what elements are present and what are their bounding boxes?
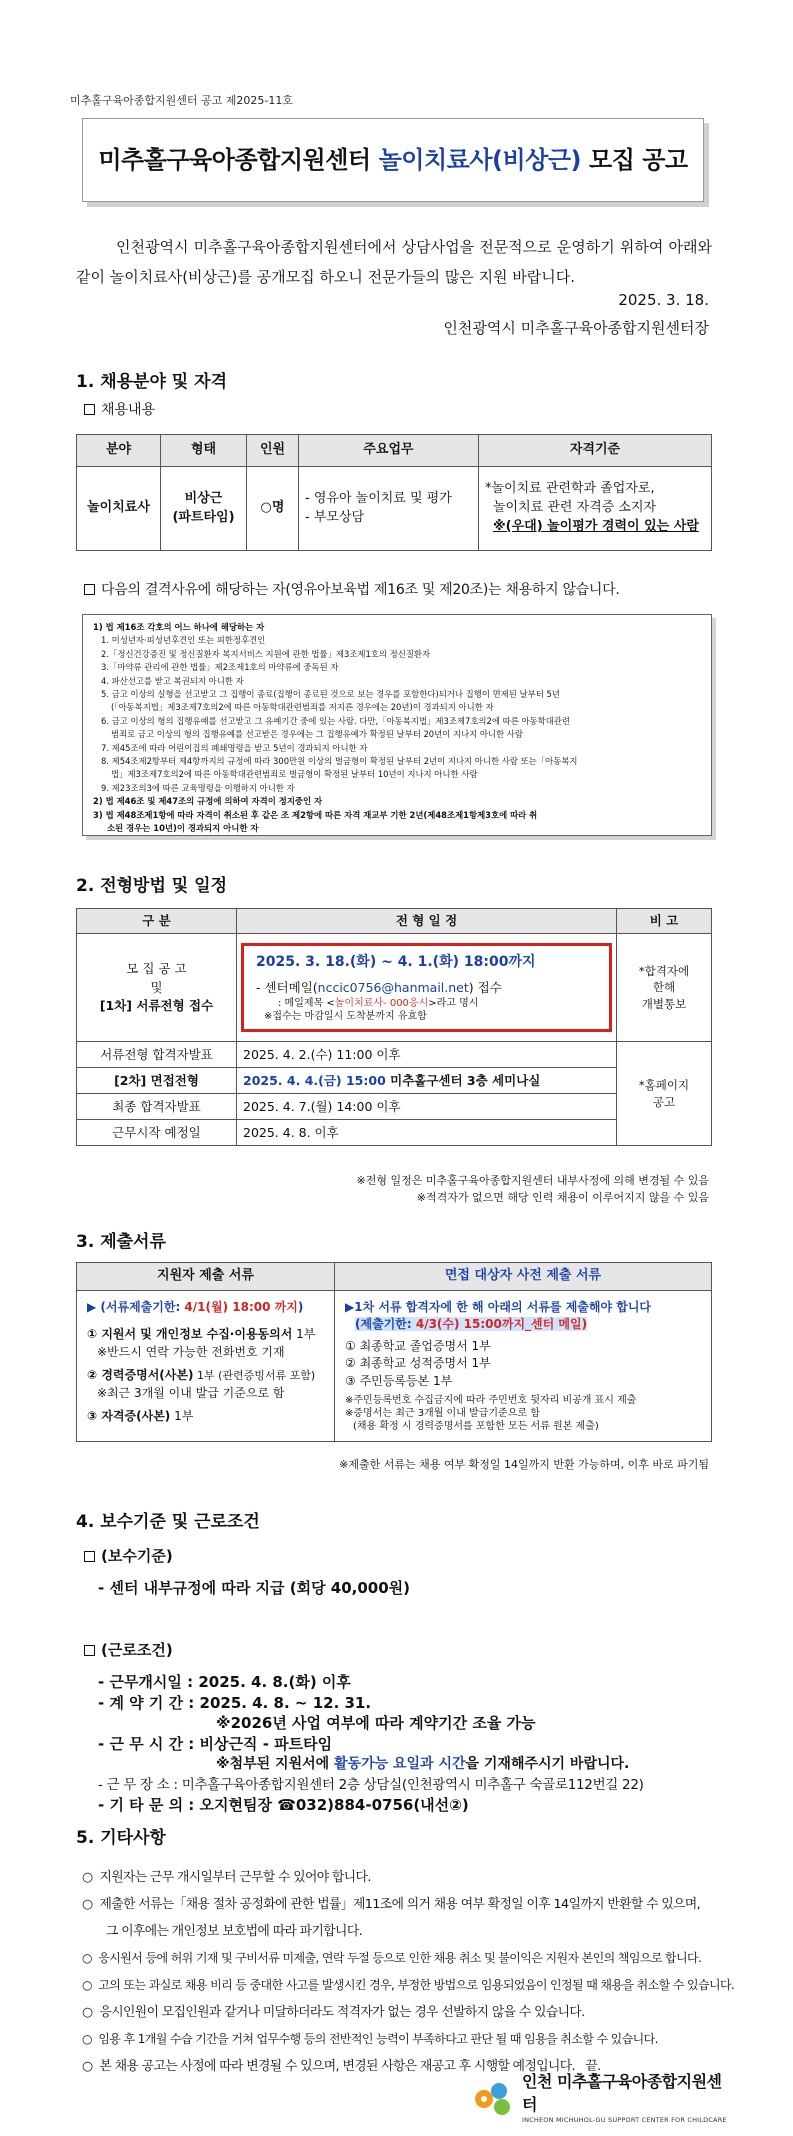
cell-stage-4-schedule: 2025. 4. 7.(월) 14:00 이후 (237, 1094, 617, 1120)
interview-docs (335, 1291, 712, 1442)
logo-name: 인천 미추홀구육아종합지원센터 (522, 2072, 722, 2115)
page-title (82, 118, 704, 202)
interview-deadline: 4/3(수) 15:00까지 (415, 1317, 526, 1332)
note-text: 지원자는 근무 개시일부터 근무할 수 있어야 합니다. (99, 1870, 371, 1885)
applicant-deadline: 4/1(월) 18:00 까지 (184, 1300, 298, 1314)
qual-line-3: ※(우대) 놀이평가 경력이 있는 사람 (493, 518, 699, 534)
schedule-table (76, 908, 712, 1146)
checkbox-icon (84, 584, 95, 595)
duty-line-2: - 부모상담 (305, 509, 365, 525)
reason-heading-2: 2) 법 제46조 및 제47조의 규정에 의하여 자격이 정지중인 자 (93, 796, 323, 807)
deadline-prefix: ▶ (서류제출기한: (87, 1300, 185, 1314)
hours-note-suffix: 을 기재해주시기 바랍니다. (465, 1756, 630, 1772)
interview-deadline-suffix: _센터 메일) (525, 1317, 588, 1332)
cell-stage-1 (77, 934, 237, 1042)
cell-stage-3: [2차] 면접전형 (77, 1068, 237, 1094)
pay-text: - 센터 내부규정에 따라 지급 (회당 40,000원) (98, 1579, 411, 1597)
interview-docs-intro: ▶1차 서류 합격자에 한 해 아래의 서류를 제출해야 합니다 (345, 1300, 652, 1314)
stage-1-line-3: [1차] 서류전형 접수 (99, 997, 214, 1013)
cell-field: 놀이치료사 (77, 467, 161, 551)
section-1-sub-label: 채용내용 (101, 402, 156, 418)
cell-duty (299, 467, 479, 551)
deadline-note: ※접수는 마감일시 도착분까지 유효함 (264, 1010, 427, 1022)
disqualification-text: 다음의 결격사유에 해당하는 자(영유아보육법 제16조 및 제20조)는 채용하지 않습니다. (101, 582, 620, 598)
note-text: 본 채용 공고는 사정에 따라 변경될 수 있으며, 변경된 사항은 재공고 후 시행할 예정입니다. (99, 2059, 575, 2074)
th-duty: 주요업무 (299, 435, 479, 467)
highlight-box (241, 943, 612, 1031)
type-line-1: 비상근 (184, 490, 223, 506)
stage-1-line-1: 모 집 공 고 (126, 961, 187, 977)
cell-stage-5-schedule: 2025. 4. 8. 이후 (237, 1120, 617, 1146)
reason-heading-3-cont: 소된 경우는 10년)이 경과되지 아니한 자 (107, 823, 259, 834)
cell-stage-2-schedule: 2025. 4. 2.(수) 11:00 이후 (237, 1042, 617, 1068)
schedule-note-2: ※적격자가 없으면 해당 인력 채용이 이루어지지 않을 수 있음 (416, 1191, 709, 1204)
interview-doc-2: ② 최종학교 성적증명서 1부 (345, 1356, 491, 1371)
doc-number: 미추홀구육아종합지원센터 공고 제2025-11호 (70, 94, 293, 107)
reason-item: 4. 파산선고를 받고 복권되지 아니한 자 (101, 675, 244, 686)
cell-stage-4: 최종 합격자발표 (77, 1094, 237, 1120)
doc-3-name: ③ 자격증(사본) (87, 1408, 171, 1423)
reason-item: 6. 금고 이상의 형의 집행유예를 선고받고 그 유예기간 중에 있는 사람. 다만,「아동복지법」제3조제7호의2에 따른 아동학대관련 (101, 715, 570, 726)
mail-subject: 놀이치료사- 000응시 (334, 997, 429, 1009)
reason-item: 2.「정신건강증진 및 정신질환자 복지서비스 지원에 관한 법률」제3조제1호의 정신질환자 (101, 648, 431, 659)
interview-note-1: ※주민등록번호 수집금지에 따라 주민번호 뒷자리 비공개 표시 제출 (345, 1394, 637, 1406)
schedule-notes (357, 1172, 709, 1206)
mail-prefix: - 센터메일( (256, 979, 318, 995)
reason-heading-1: 1) 법 제16조 각호의 어느 하나에 해당하는 자 (93, 622, 265, 632)
application-period: 2025. 3. 18.(화) ~ 4. 1.(화) 18:00까지 (256, 954, 536, 971)
applicant-docs (77, 1291, 335, 1442)
note-item: ○ 응시원서 등에 허위 기재 및 구비서류 미제출, 연락 두절 등으로 인한 채용 취소 및 불이익은 지원자 본인의 책임으로 합니다. (82, 1951, 702, 1965)
title-suffix: 모집 공고 (589, 145, 688, 174)
note-text: 임용 후 1개월 수습 기간을 거쳐 업무수행 등의 전반적인 능력이 부족하다고 판단 될 때 임용을 취소할 수 있습니다. (98, 2032, 658, 2046)
th-count: 인원 (247, 435, 299, 467)
remark-2-line-1: *홈페이지 (638, 1077, 690, 1092)
cell-stage-1-schedule (237, 934, 617, 1042)
checkbox-icon (84, 404, 95, 415)
section-3-title: 3. 제출서류 (76, 1232, 166, 1252)
end-mark: 끝. (585, 2059, 601, 2074)
interview-deadline-prefix: (제출기한: (355, 1317, 416, 1332)
documents-table (76, 1262, 712, 1442)
doc-1-count: 1부 (292, 1327, 316, 1342)
doc-3-count: 1부 (170, 1408, 194, 1423)
checkbox-icon (84, 1551, 95, 1562)
note-item: ○ 제출한 서류는「채용 절차 공정화에 관한 법률」제11조에 의거 채용 여부 확정일 이후 14일까지 반환할 수 있으며, (82, 1897, 701, 1912)
th-schedule: 전 형 일 정 (237, 909, 617, 934)
note-item: ○ 지원자는 근무 개시일부터 근무할 수 있어야 합니다. (82, 1870, 371, 1885)
hours-note-highlight: 활동가능 요일과 시간 (334, 1756, 466, 1772)
cell-remark-1 (617, 934, 712, 1042)
reason-item: 3.「마약류 관리에 관한 법률」제2조제1호의 마약류에 중독된 자 (101, 662, 339, 673)
interview-doc-1: ① 최종학교 졸업증명서 1부 (345, 1338, 491, 1353)
conditions-heading (84, 1640, 173, 1662)
interview-date: 2025. 4. 4.(금) 15:00 (243, 1072, 386, 1088)
condition-hours: - 근 무 시 간 : 비상근직 - 파트타임 (98, 1734, 333, 1753)
note-item: ○ 고의 또는 과실로 채용 비리 등 중대한 사고를 발생시킨 경우, 부정한 방법으로 임용되었음이 인정될 때 채용을 취소할 수 있습니다. (82, 1978, 735, 1992)
hours-note-prefix: ※첨부된 지원서에 (216, 1756, 335, 1772)
title-position: 놀이치료사(비상근) (378, 145, 582, 174)
checkbox-icon (84, 1645, 95, 1656)
condition-contract-note: ※2026년 사업 여부에 따라 계약기간 조율 가능 (216, 1714, 536, 1732)
signer: 인천광역시 미추홀구육아종합지원센터장 (443, 319, 709, 337)
note-text: 제출한 서류는「채용 절차 공정화에 관한 법률」제11조에 의거 채용 여부 확정일 이후 14일까지 반환할 수 있으며, (99, 1897, 701, 1912)
logo-en: INCHEON MICHUHOL-GU SUPPORT CENTER FOR CHILDCARE (522, 2116, 727, 2125)
doc-1-note: ※반드시 연락 가능한 전화번호 기재 (97, 1344, 285, 1359)
reason-item: 7. 제45조에 따라 어린이집의 폐쇄명령을 받고 5년이 경과되지 아니한 자 (101, 742, 368, 753)
condition-place: - 근 무 장 소 : 미추홀구육아종합지원센터 2층 상담실(인천광역시 미추홀구 숙골로112번길 22) (98, 1776, 644, 1793)
cell-qual (479, 467, 712, 551)
type-line-2: (파트타임) (172, 509, 235, 525)
duty-line-1: - 영유아 놀이치료 및 평가 (305, 490, 452, 506)
cell-stage-2: 서류전형 합격자발표 (77, 1042, 237, 1068)
subject-prefix: : 메일제목 < (278, 997, 335, 1009)
condition-start: - 근무개시일 : 2025. 4. 8.(화) 이후 (98, 1673, 351, 1691)
qual-line-2: 놀이치료 관련 자격증 소지자 (493, 500, 657, 516)
section-5-title: 5. 기타사항 (76, 1828, 166, 1848)
other-notes (82, 1864, 735, 2080)
note-text: 응시원서 등에 허위 기재 및 구비서류 미제출, 연락 두절 등으로 인한 채용 취소 및 불이익은 지원자 본인의 책임으로 합니다. (98, 1951, 702, 1965)
work-conditions (98, 1672, 738, 1816)
th-qual: 자격기준 (479, 435, 712, 467)
note-item: ○ 임용 후 1개월 수습 기간을 거쳐 업무수행 등의 전반적인 능력이 부족하다고 판단 될 때 임용을 취소할 수 있습니다. (82, 2032, 658, 2046)
th-category: 구 분 (77, 909, 237, 934)
note-text: 고의 또는 과실로 채용 비리 등 중대한 사고를 발생시킨 경우, 부정한 방법으로 임용되었음이 인정될 때 채용을 취소할 수 있습니다. (98, 1978, 735, 1992)
th-interview-docs: 면접 대상자 사전 제출 서류 (335, 1263, 712, 1291)
condition-contract: - 계 약 기 간 : 2025. 4. 8. ~ 12. 31. (98, 1693, 372, 1712)
reason-item: 8. 제54조제2항부터 제4항까지의 규정에 따라 300만원 이상의 벌금형이 확정된 날부터 2년이 지나지 아니한 사람 또는「아동복지 (101, 756, 578, 767)
cell-remark-2 (617, 1042, 712, 1146)
reason-heading-3: 3) 법 제48조제1항에 따라 자격이 취소된 후 같은 조 제2항에 따른 자격 재교부 기한 2년(제48조제1항제3호에 따라 취 (93, 809, 538, 820)
interview-note-3: (채용 확정 시 경력증명서를 포함한 모든 서류 원본 제출) (353, 1420, 599, 1432)
note-item: ○ 응시인원이 모집인원과 같거나 미달하더라도 적격자가 없는 경우 선발하지 않을 수 있습니다. (82, 2005, 585, 2020)
interview-note-2: ※증명서는 최근 3개월 이내 발급기준으로 함 (345, 1407, 540, 1419)
th-field: 분야 (77, 435, 161, 467)
pay-heading-label: (보수기준) (101, 1547, 173, 1565)
subject-suffix: >라고 명시 (428, 997, 479, 1009)
section-4-title: 4. 보수기준 및 근로조건 (76, 1512, 260, 1532)
section-1-title: 1. 채용분야 및 자격 (76, 372, 227, 392)
disqualification-note (84, 580, 620, 600)
title-org: 미추홀구육아종합지원센터 (98, 145, 371, 174)
email-link[interactable]: nccic0756@hanmail.net (317, 979, 469, 995)
reason-item: 법」제3조제7호의2에 따른 아동학대관련범죄로 벌금형이 확정된 날부터 10년이 지나지 아니한 사람 (111, 769, 478, 780)
note-item: ○ 본 채용 공고는 사정에 따라 변경될 수 있으며, 변경된 사항은 재공고 후 시행할 예정입니다. 끝. (82, 2059, 601, 2074)
reason-item: 1. 미성년자·피성년후견인 또는 피한정후견인 (101, 635, 266, 646)
reason-item: 9. 제23조의3에 따른 교육명령을 이행하지 아니한 자 (101, 782, 295, 793)
mail-suffix: ) 접수 (468, 979, 502, 995)
schedule-note-1: ※전형 일정은 미추홀구육아종합지원센터 내부사정에 의해 변경될 수 있음 (356, 1174, 709, 1187)
disqualification-box (82, 614, 712, 836)
interview-doc-3: ③ 주민등록등본 1부 (345, 1373, 453, 1388)
pay-heading (84, 1546, 173, 1568)
stage-1-line-2: 및 (150, 979, 163, 995)
reason-item: 5. 금고 이상의 실형을 선고받고 그 집행이 종료(집행이 종료된 것으로 보는 경우를 포함한다)되거나 집행이 면제된 날부터 5년 (101, 689, 560, 700)
remark-1-line-1: *합격자에 (638, 963, 690, 978)
doc-2-name: ② 경력증명서(사본) (87, 1368, 194, 1383)
remark-1-line-3: 개별통보 (641, 996, 687, 1011)
section-1-sub (84, 400, 155, 420)
interview-place: 미추홀구센터 3층 세미나실 (385, 1072, 541, 1088)
deadline-suffix: ) (297, 1300, 304, 1314)
position-table (76, 434, 712, 551)
th-remark: 비 고 (617, 909, 712, 934)
notice-date: 2025. 3. 18. (618, 291, 709, 309)
note-text: 응시인원이 모집인원과 같거나 미달하더라도 적격자가 없는 경우 선발하지 않을 수 있습니다. (99, 2005, 585, 2020)
cell-count: ○명 (247, 467, 299, 551)
cell-type (161, 467, 247, 551)
qual-line-1: *놀이치료 관련학과 졸업자로, (485, 481, 655, 497)
doc-1-name: ① 지원서 및 개인정보 수집·이용동의서 (87, 1327, 293, 1342)
remark-2-line-2: 공고 (652, 1094, 676, 1109)
center-logo (472, 2072, 732, 2125)
cell-stage-3-schedule (237, 1068, 617, 1094)
doc-2-count: 1부 (관련증빙서류 포함) (193, 1369, 316, 1383)
condition-contact: - 기 타 문 의 : 오지현팀장 ☎032)884-0756(내선②) (98, 1796, 469, 1814)
th-applicant-docs: 지원자 제출 서류 (77, 1263, 335, 1291)
documents-note: ※제출한 서류는 채용 여부 확정일 14일까지 반환 가능하며, 이후 바로 파기됨 (339, 1458, 709, 1471)
note-text-cont: 그 이후에는 개인정보 보호법에 따라 파기합니다. (106, 1924, 363, 1939)
reason-item: 범죄로 금고 이상의 형의 집행유예를 선고받은 경우에는 그 집행유예가 확정된 날부터 20년이 지나지 아니한 사람 (111, 729, 523, 740)
conditions-heading-label: (근로조건) (101, 1641, 173, 1659)
reason-item: (「아동복지법」제3조제7호의2에 따른 아동학대관련범죄를 저지른 경우에는 20년)이 경과되지 아니한 자 (111, 702, 494, 713)
cell-stage-5: 근무시작 예정일 (77, 1120, 237, 1146)
intro-text: 인천광역시 미추홀구육아종합지원센터에서 상담사업을 전문적으로 운영하기 위하여 아래와 같이 놀이치료사(비상근)를 공개모집 하오니 전문가들의 많은 지원 바랍니다. (76, 238, 712, 286)
logo-icon (472, 2077, 514, 2119)
th-type: 형태 (161, 435, 247, 467)
remark-1-line-2: 한해 (652, 980, 676, 995)
section-2-title: 2. 전형방법 및 일정 (76, 876, 227, 896)
doc-2-note: ※최근 3개월 이내 발급 기준으로 함 (97, 1385, 285, 1400)
